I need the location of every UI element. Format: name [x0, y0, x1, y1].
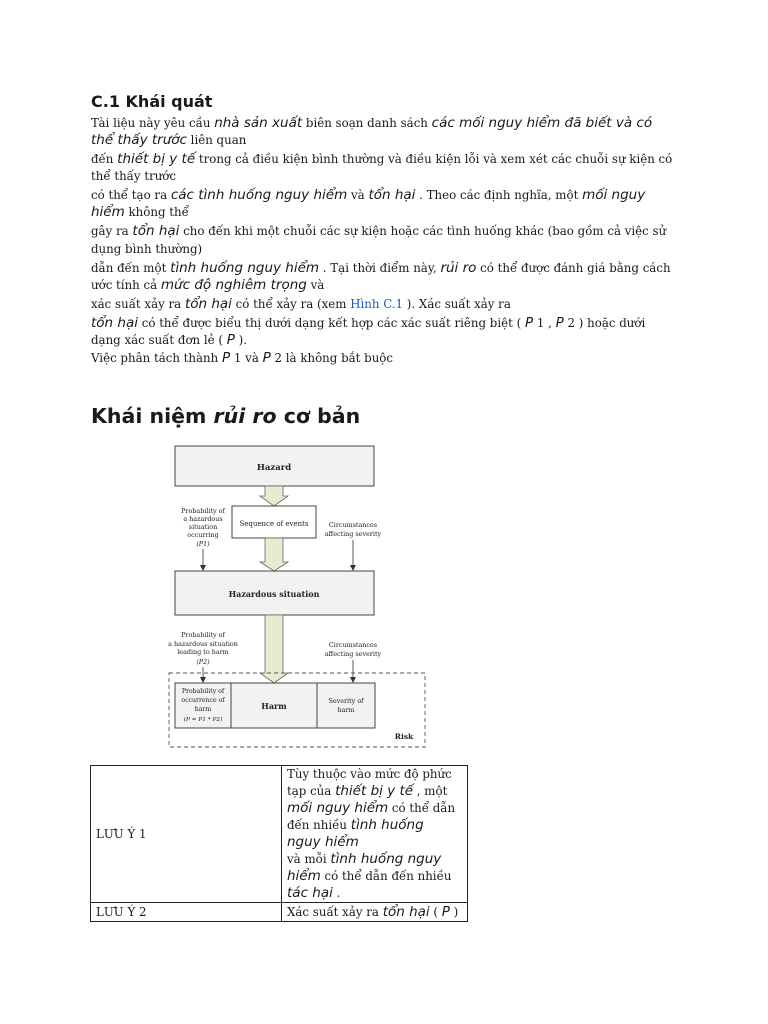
- svg-text:a hazardous: a hazardous: [183, 515, 223, 523]
- paragraph-line: gây ra tổn hại cho đến khi một chuỗi các sự kiện hoặc các tình huống khác (bao gồm cả việc sử: [91, 223, 667, 239]
- table-row: [91, 903, 468, 922]
- figure-link[interactable]: Hình C.1: [350, 297, 404, 311]
- paragraph-line: thể thấy trước: [91, 169, 177, 183]
- arrow-head: [200, 677, 206, 683]
- svg-text:harm: harm: [194, 706, 212, 713]
- paragraph-line: Tài liệu này yêu cầu nhà sản xuất biên soạn danh sách các mối nguy hiểm đã biết và có: [91, 115, 653, 131]
- note-1-text: Tùy thuộc vào mức độ phức tạp của thiết bị y tế , một mối nguy hiểm có thể dẫn đến nhiều tình huống nguy hiểm và mỗi tình huống nguy hiểm có thể dẫn đến nhiều tác hại .: [282, 766, 468, 903]
- arrow-head: [350, 565, 356, 571]
- figure-heading: Khái niệm rủi ro cơ bản: [91, 404, 361, 428]
- paragraph-line: đến thiết bị y tế trong cả điều kiện bình thường và điều kiện lỗi và xem xét các chuỗi sự kiện có: [91, 151, 673, 167]
- paragraph-line: Việc phân tách thành P 1 và P 2 là không bắt buộc: [91, 350, 394, 366]
- probability-p2-text: [168, 631, 238, 666]
- svg-text:(P2): (P2): [196, 658, 210, 666]
- svg-text:Probability of: Probability of: [181, 507, 225, 515]
- harm-label: Harm: [261, 701, 287, 711]
- note-2-text: Xác suất xảy ra tổn hại ( P ): [282, 903, 468, 922]
- note-2-label: LƯU Ý 2: [91, 903, 282, 922]
- arrow-hazard-to-sequence: [260, 486, 288, 506]
- paragraph-line: xác suất xảy ra tổn hại có thể xảy ra (xem Hình C.1 ). Xác suất xảy ra: [91, 296, 511, 312]
- table-row: [91, 766, 468, 903]
- svg-text:Probability of: Probability of: [181, 631, 225, 639]
- paragraph-line: tổn hại có thể được biểu thị dưới dạng kết hợp các xác suất riêng biệt ( P 1 , P 2 ) hoặc dưới: [91, 315, 646, 331]
- risk-label: Risk: [394, 732, 414, 741]
- section-heading: C.1 Khái quát: [91, 92, 213, 111]
- hazard-label: Hazard: [256, 463, 292, 473]
- svg-text:harm: harm: [337, 706, 355, 714]
- svg-text:a hazardous situation: a hazardous situation: [168, 640, 238, 648]
- sequence-of-events-label: Sequence of events: [239, 520, 309, 528]
- svg-text:Circumstances: Circumstances: [328, 641, 378, 649]
- arrow-head: [350, 677, 356, 683]
- paragraph-line: dụng bình thường): [91, 242, 203, 256]
- circumstances-text-1: [325, 521, 382, 538]
- risk-concept-diagram: [164, 441, 430, 753]
- circumstances-text-2: [325, 641, 382, 658]
- arrow-sequence-to-situation: [260, 538, 288, 571]
- svg-text:occurrence of: occurrence of: [181, 697, 225, 704]
- svg-text:affecting severity: affecting severity: [324, 650, 382, 658]
- arrow-head: [200, 565, 206, 571]
- paragraph-line: ước tính cả mức độ nghiêm trọng và: [91, 277, 325, 293]
- paragraph-line: dẫn đến một tình huống nguy hiểm . Tại thời điểm này, rủi ro có thể được đánh giá bằng cách: [91, 260, 671, 276]
- svg-text:Probability of: Probability of: [181, 688, 225, 695]
- svg-text:occurring: occurring: [187, 531, 219, 539]
- svg-text:situation: situation: [188, 523, 218, 531]
- notes-table: [90, 765, 468, 922]
- svg-text:(P = P1 * P2): (P = P1 * P2): [183, 717, 223, 723]
- svg-text:Severity of: Severity of: [328, 697, 364, 705]
- paragraph-line: thể thấy trước liên quan: [91, 132, 247, 148]
- svg-text:leading to harm: leading to harm: [177, 648, 229, 656]
- paragraph-line: dạng xác suất đơn lẻ ( P ).: [91, 332, 248, 348]
- svg-text:Circumstances: Circumstances: [328, 521, 378, 529]
- paragraph-line: hiểm không thể: [91, 204, 189, 220]
- hazardous-situation-label: Hazardous situation: [228, 589, 320, 599]
- svg-text:affecting severity: affecting severity: [324, 530, 382, 538]
- note-1-label: LƯU Ý 1: [91, 766, 282, 903]
- probability-p1-text: [181, 507, 225, 548]
- svg-text:(P1): (P1): [196, 540, 210, 548]
- paragraph-line: có thể tạo ra các tình huống nguy hiểm và tổn hại . Theo các định nghĩa, một mối nguy: [91, 187, 646, 203]
